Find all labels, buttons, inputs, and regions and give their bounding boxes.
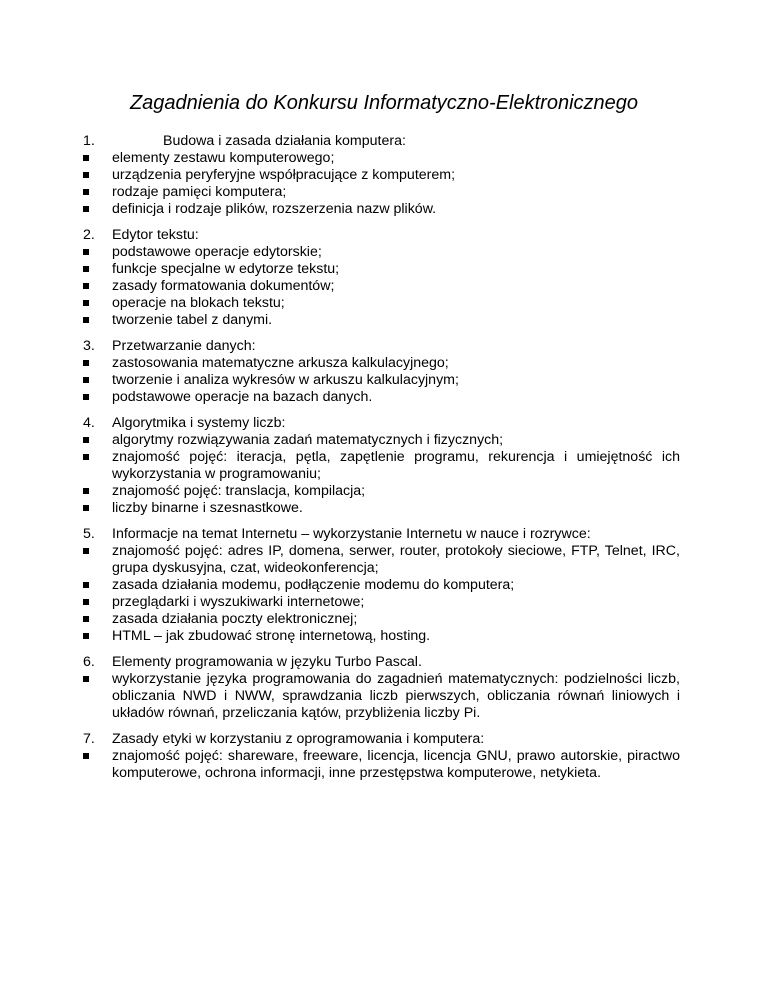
square-bullet-icon (83, 505, 89, 511)
square-bullet-icon (83, 283, 89, 289)
square-bullet-icon (83, 753, 89, 759)
section-heading (83, 415, 680, 432)
list-item (83, 244, 680, 261)
square-bullet-icon (83, 616, 89, 622)
section-heading-text: Elementy programowania w języku Turbo Pascal. (112, 654, 422, 670)
section-heading-text: Informacje na temat Internetu – wykorzystanie Internetu w nauce i rozrywce: (112, 526, 591, 542)
section-heading (83, 227, 680, 244)
list-item-text: operacje na blokach tekstu; (112, 295, 285, 311)
section-number: 3. (83, 338, 95, 354)
section-heading-text: Budowa i zasada działania komputera: (163, 133, 406, 149)
square-bullet-icon (83, 454, 89, 460)
list-item (83, 432, 680, 449)
bullet-list (83, 244, 680, 329)
list-item (83, 483, 680, 500)
list-item (83, 372, 680, 389)
list-item (83, 543, 680, 577)
list-item (83, 150, 680, 167)
topic-section (83, 227, 680, 329)
list-item (83, 278, 680, 295)
section-heading-text: Zasady etyki w korzystaniu z oprogramowania i komputera: (112, 731, 485, 747)
list-item (83, 628, 680, 645)
list-item (83, 312, 680, 329)
list-item (83, 594, 680, 611)
bullet-list (83, 432, 680, 517)
section-number: 2. (83, 227, 95, 243)
list-item-text: znajomość pojęć: iteracja, pętla, zapętlenie programu, rekurencja i umiejętność ich wykorzystania w programowaniu; (112, 449, 680, 482)
list-item-text: tworzenie i analiza wykresów w arkuszu kalkulacyjnym; (112, 372, 459, 388)
list-item (83, 748, 680, 782)
section-heading (83, 731, 680, 748)
section-heading-text: Algorytmika i systemy liczb: (112, 415, 286, 431)
list-item-text: elementy zestawu komputerowego; (112, 150, 335, 166)
square-bullet-icon (83, 300, 89, 306)
list-item-text: wykorzystanie języka programowania do zagadnień matematycznych: podzielności liczb, obliczania NWD i NWW, sprawdzania liczb pierwszych, obliczania równań liniowych i układów równań, przeliczania kątów, przybliżenia liczby Pi. (112, 671, 680, 721)
square-bullet-icon (83, 317, 89, 323)
square-bullet-icon (83, 548, 89, 554)
section-number: 6. (83, 654, 95, 670)
list-item (83, 577, 680, 594)
section-heading-text: Przetwarzanie danych: (112, 338, 256, 354)
list-item (83, 671, 680, 722)
topic-section (83, 731, 680, 782)
square-bullet-icon (83, 172, 89, 178)
section-number: 7. (83, 731, 95, 747)
section-heading (83, 133, 680, 150)
bullet-list (83, 355, 680, 406)
list-item-text: przeglądarki i wyszukiwarki internetowe; (112, 594, 365, 610)
list-item-text: podstawowe operacje na bazach danych. (112, 389, 373, 405)
list-item-text: algorytmy rozwiązywania zadań matematycznych i fizycznych; (112, 432, 504, 448)
topic-section (83, 338, 680, 406)
bullet-list (83, 543, 680, 645)
section-heading (83, 654, 680, 671)
section-number: 5. (83, 526, 95, 542)
topic-section (83, 526, 680, 645)
list-item-text: funkcje specjalne w edytorze tekstu; (112, 261, 340, 277)
bullet-list (83, 748, 680, 782)
list-item (83, 167, 680, 184)
list-item-text: zasady formatowania dokumentów; (112, 278, 335, 294)
square-bullet-icon (83, 582, 89, 588)
list-item-text: znajomość pojęć: translacja, kompilacja; (112, 483, 366, 499)
square-bullet-icon (83, 249, 89, 255)
list-item-text: zasada działania poczty elektronicznej; (112, 611, 358, 627)
list-item-text: zastosowania matematyczne arkusza kalkulacyjnego; (112, 355, 449, 371)
square-bullet-icon (83, 155, 89, 161)
list-item (83, 611, 680, 628)
topic-section (83, 654, 680, 722)
square-bullet-icon (83, 599, 89, 605)
list-item-text: liczby binarne i szesnastkowe. (112, 500, 303, 516)
square-bullet-icon (83, 437, 89, 443)
list-item (83, 261, 680, 278)
square-bullet-icon (83, 377, 89, 383)
list-item-text: znajomość pojęć: shareware, freeware, licencja, licencja GNU, prawo autorskie, piractwo komputerowe, ochrona informacji, inne przestępstwa komputerowe, netykieta. (112, 748, 680, 781)
list-item-text: tworzenie tabel z danymi. (112, 312, 273, 328)
section-heading (83, 338, 680, 355)
bullet-list (83, 671, 680, 722)
list-item-text: urządzenia peryferyjne współpracujące z komputerem; (112, 167, 456, 183)
list-item-text: zasada działania modemu, podłączenie modemu do komputera; (112, 577, 515, 593)
square-bullet-icon (83, 488, 89, 494)
square-bullet-icon (83, 206, 89, 212)
list-item-text: rodzaje pamięci komputera; (112, 184, 287, 200)
bullet-list (83, 150, 680, 218)
square-bullet-icon (83, 394, 89, 400)
section-number: 1. (83, 133, 95, 149)
topic-section (83, 133, 680, 218)
square-bullet-icon (83, 189, 89, 195)
list-item (83, 295, 680, 312)
list-item-text: definicja i rodzaje plików, rozszerzenia nazw plików. (112, 201, 437, 217)
list-item (83, 184, 680, 201)
list-item (83, 500, 680, 517)
square-bullet-icon (83, 266, 89, 272)
list-item-text: HTML – jak zbudować stronę internetową, hosting. (112, 628, 431, 644)
document-title: Zagadnienia do Konkursu Informatyczno-Elektronicznego (129, 92, 639, 114)
list-item-text: znajomość pojęć: adres IP, domena, serwer, router, protokoły sieciowe, FTP, Telnet, IRC, grupa dyskusyjna, czat, wideokonferencja; (112, 543, 680, 576)
list-item (83, 201, 680, 218)
square-bullet-icon (83, 360, 89, 366)
square-bullet-icon (83, 676, 89, 682)
section-heading (83, 526, 680, 543)
list-item (83, 355, 680, 372)
section-number: 4. (83, 415, 95, 431)
square-bullet-icon (83, 633, 89, 639)
topic-list (83, 133, 680, 791)
topic-section (83, 415, 680, 517)
list-item-text: podstawowe operacje edytorskie; (112, 244, 322, 260)
list-item (83, 389, 680, 406)
list-item (83, 449, 680, 483)
section-heading-text: Edytor tekstu: (112, 227, 199, 243)
